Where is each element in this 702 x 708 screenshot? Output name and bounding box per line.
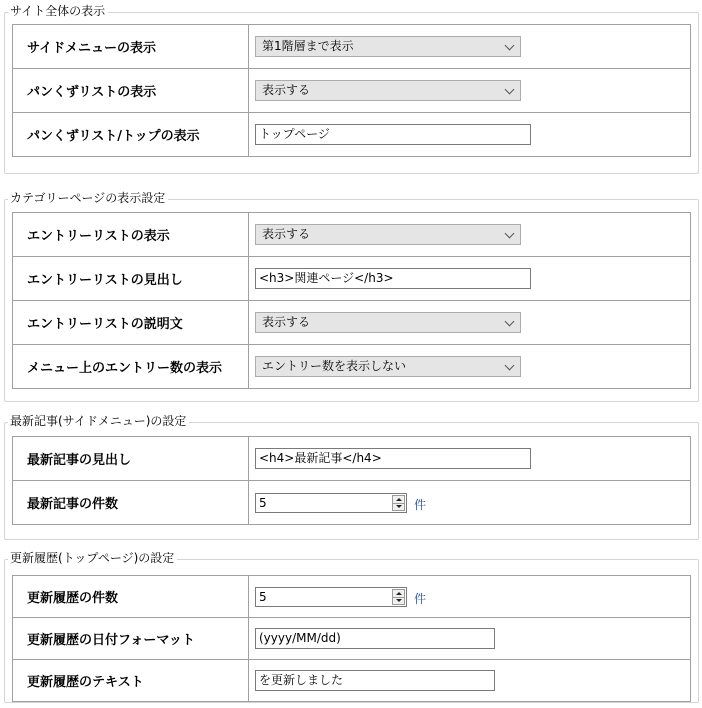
- chevron-down-icon: [505, 85, 515, 95]
- breadcrumb-display-select[interactable]: [255, 80, 521, 101]
- chevron-down-icon: [505, 361, 515, 371]
- chevron-down-icon: [505, 317, 515, 327]
- stepper-value: 5: [259, 589, 267, 604]
- select-value: 表示する: [262, 315, 311, 329]
- side-menu-display-select[interactable]: [255, 36, 521, 57]
- section-title: サイト全体の表示: [8, 2, 108, 20]
- update-history-count-stepper[interactable]: [255, 587, 407, 607]
- row-label: パンくずリスト/トップの表示: [13, 113, 249, 157]
- select-value: エントリー数を表示しない: [262, 359, 407, 373]
- settings-table: [12, 436, 691, 525]
- entry-list-display-select[interactable]: [255, 224, 521, 245]
- stepper-value: 5: [259, 495, 267, 510]
- unit-label: 件: [414, 498, 427, 512]
- update-history-text-input[interactable]: を更新しました: [255, 670, 495, 691]
- section-title: カテゴリーページの表示設定: [8, 189, 168, 207]
- chevron-down-icon: [505, 229, 515, 239]
- row-label: パンくずリストの表示: [13, 69, 249, 113]
- row-label: 更新履歴の日付フォーマット: [13, 618, 249, 660]
- row-label: エントリーリストの説明文: [13, 301, 249, 345]
- breadcrumb-top-text-input[interactable]: トップページ: [255, 124, 531, 145]
- row-label: メニュー上のエントリー数の表示: [13, 345, 249, 389]
- entry-list-heading-input[interactable]: <h3>関連ページ</h3>: [255, 268, 531, 289]
- section-title: 更新履歴(トップページ)の設定: [8, 549, 177, 567]
- select-value: 表示する: [262, 83, 311, 97]
- section-latest-articles: [4, 412, 699, 540]
- settings-table: [12, 24, 691, 157]
- settings-table: [12, 212, 691, 389]
- select-value: 第1階層まで表示: [262, 39, 354, 53]
- latest-articles-heading-input[interactable]: <h4>最新記事</h4>: [255, 448, 531, 469]
- unit-label: 件: [414, 592, 427, 606]
- chevron-down-icon: [505, 41, 515, 51]
- row-label: 最新記事の件数: [13, 481, 249, 525]
- settings-table: [12, 575, 691, 702]
- entry-list-description-select[interactable]: [255, 312, 521, 333]
- row-label: サイドメニューの表示: [13, 25, 249, 69]
- latest-articles-count-stepper[interactable]: [255, 493, 407, 513]
- menu-entry-count-select[interactable]: [255, 356, 521, 377]
- row-label: 更新履歴の件数: [13, 576, 249, 618]
- spinner-arrows-icon[interactable]: [392, 589, 405, 605]
- row-label: エントリーリストの表示: [13, 213, 249, 257]
- spinner-arrows-icon[interactable]: [392, 495, 405, 511]
- row-label: 最新記事の見出し: [13, 437, 249, 481]
- section-category-page: [4, 189, 699, 402]
- section-update-history: [4, 549, 699, 703]
- section-title: 最新記事(サイドメニュー)の設定: [8, 412, 189, 430]
- section-site-display: [4, 2, 699, 174]
- row-label: 更新履歴のテキスト: [13, 660, 249, 702]
- update-history-date-format-input[interactable]: (yyyy/MM/dd): [255, 628, 495, 649]
- row-label: エントリーリストの見出し: [13, 257, 249, 301]
- select-value: 表示する: [262, 227, 311, 241]
